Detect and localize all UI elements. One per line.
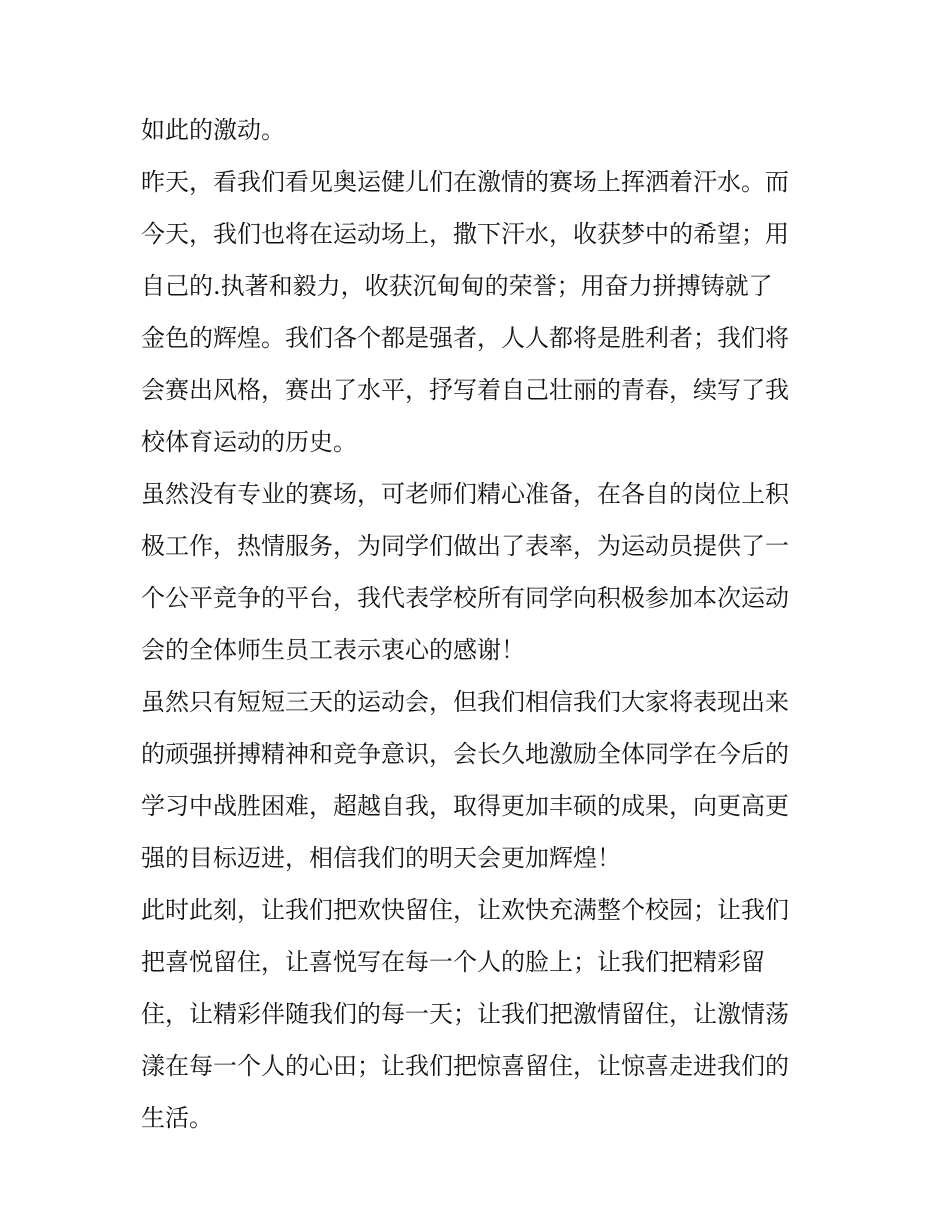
text-line: 学习中战胜困难，超越自我，取得更加丰硕的成果，向更高更 bbox=[141, 792, 789, 820]
text-line: 住，让精彩伴随我们的每一天；让我们把激情留住，让激情荡 bbox=[141, 1000, 789, 1028]
text-line: 会的全体师生员工表示衷心的感谢！ bbox=[141, 636, 525, 664]
text-line: 个公平竞争的平台，我代表学校所有同学向积极参加本次运动 bbox=[141, 584, 789, 612]
text-line: 把喜悦留住，让喜悦写在每一个人的脸上；让我们把精彩留 bbox=[141, 948, 765, 976]
text-line: 校体育运动的历史。 bbox=[141, 428, 357, 456]
text-line: 会赛出风格，赛出了水平，抒写着自己壮丽的青春，续写了我 bbox=[141, 376, 789, 404]
text-line: 此时此刻，让我们把欢快留住，让欢快充满整个校园；让我们 bbox=[141, 896, 789, 924]
text-line: 生活。 bbox=[141, 1104, 213, 1132]
text-line: 虽然没有专业的赛场，可老师们精心准备，在各自的岗位上积 bbox=[141, 480, 789, 508]
text-line: 如此的激动。 bbox=[141, 116, 285, 144]
text-line: 漾在每一个人的心田；让我们把惊喜留住，让惊喜走进我们的 bbox=[141, 1052, 789, 1080]
document-body bbox=[141, 104, 821, 1144]
text-line: 强的目标迈进，相信我们的明天会更加辉煌！ bbox=[141, 844, 621, 872]
text-line: 极工作，热情服务，为同学们做出了表率，为运动员提供了一 bbox=[141, 532, 789, 560]
text-line: 今天，我们也将在运动场上，撒下汗水，收获梦中的希望；用 bbox=[141, 220, 789, 248]
text-line: 金色的辉煌。我们各个都是强者，人人都将是胜利者；我们将 bbox=[141, 324, 789, 352]
text-line: 昨天，看我们看见奥运健儿们在激情的赛场上挥洒着汗水。而 bbox=[141, 168, 789, 196]
text-line: 自己的.执著和毅力，收获沉甸甸的荣誉；用奋力拼搏铸就了 bbox=[141, 272, 773, 300]
text-line: 虽然只有短短三天的运动会，但我们相信我们大家将表现出来 bbox=[141, 688, 789, 716]
text-line: 的顽强拼搏精神和竞争意识，会长久地激励全体同学在今后的 bbox=[141, 740, 789, 768]
